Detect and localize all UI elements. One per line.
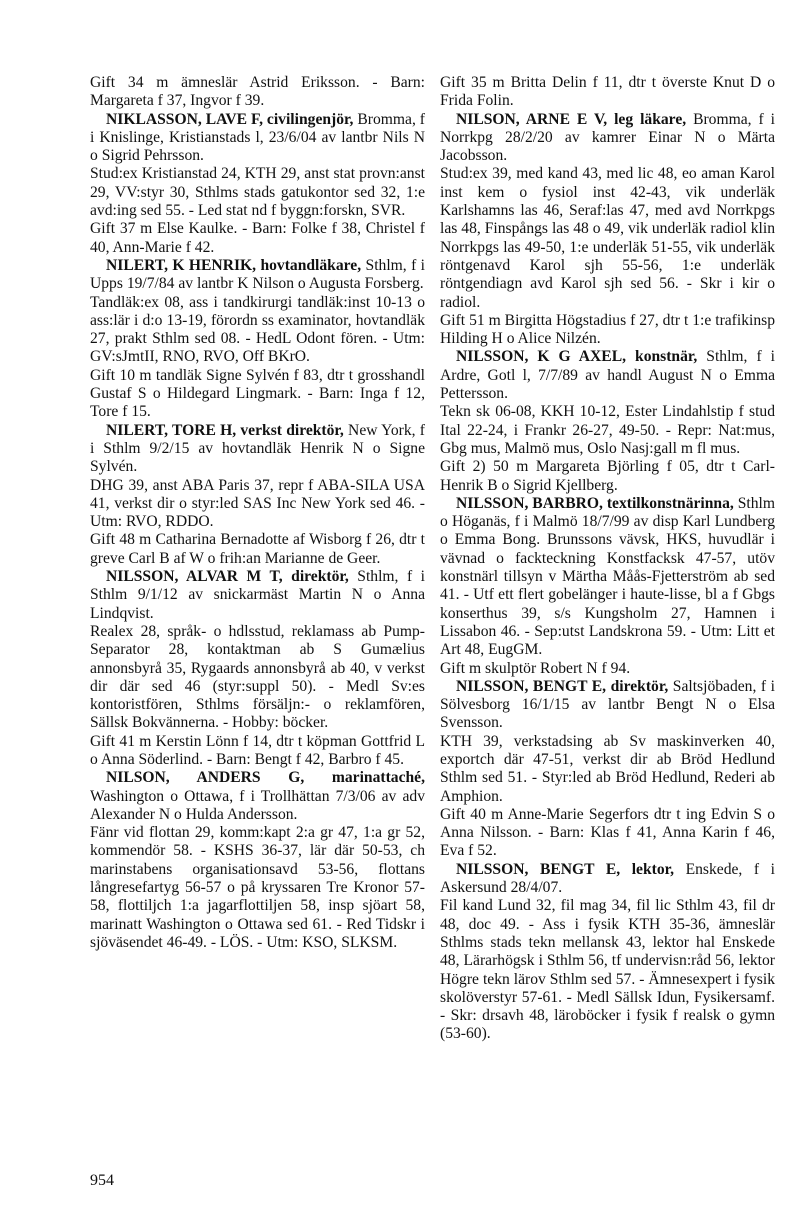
- right-column: [440, 74, 775, 1044]
- entry-text: Saltsjöbaden, f i Sölvesborg 16/1/15 av lantbr Bengt N o Elsa Svensson.: [440, 677, 775, 732]
- entry-name: NIKLASSON, LAVE F, civilingenjör,: [106, 110, 354, 128]
- page-number: 954: [90, 1172, 114, 1189]
- entry-name: NILERT, K HENRIK, hovtandläkare,: [106, 256, 362, 274]
- entry-paragraph: Gift 2) 50 m Margareta Björling f 05, dtr t Carl-Henrik B o Sigrid Kjellberg.: [440, 458, 775, 494]
- entry-paragraph: Stud:ex 39, med kand 43, med lic 48, eo aman Karol inst kem o fysiol inst 42-43, vik underläk Karlshamns las 46, Seraf:las 47, med avd Norrkpgs las 48, Finspångs las 48 o 49, vik underläk radiol klin Norrkpgs las 49-50, 1:e underläk 51-55, vik underläk röntgenavd Karol sjh 55-56, 1:e underläk röntgendiagn avd Karol sjh sed 56. - Skr i kir o radiol.: [440, 165, 775, 311]
- entry-paragraph: Gift 34 m ämneslär Astrid Eriksson. - Barn: Margareta f 37, Ingvor f 39.: [90, 74, 425, 110]
- entry-text: Sthlm, f i Sthlm 9/1/12 av snickarmäst Martin N o Anna Lindqvist.: [90, 568, 425, 622]
- biography-entry: [440, 348, 775, 403]
- entry-paragraph: Fänr vid flottan 29, komm:kapt 2:a gr 47, 1:a gr 52, kommendör 58. - KSHS 36-37, lär där 50-53, ch marinstabens organisationsavd 53-56, flottans långresefartyg 56-57 o på kryssaren Tre Kronor 57-58, flottiljch 1:a jagarflottiljen 58, insp sjöart 58, marinatt Washington o Ottawa sed 61. - Red Tidskr i sjöväsendet 46-49. - LÖS. - Utm: KSO, SLKSM.: [90, 824, 425, 951]
- biography-entry: [90, 257, 425, 294]
- entry-paragraph: Realex 28, språk- o hdlsstud, reklamass ab Pump-Separator 28, kontaktman ab S Gumælius annonsbyrå 35, Rygaards annonsbyrå ab 40, v verkst dir där sed 46 (styr:suppl 50). - Medl Sv:es kontoristfören, Sthlms försäljn:- o reklamfören, Sällsk Bokvännerna. - Hobby: böcker.: [90, 622, 425, 732]
- entry-name: NILSSON, BENGT E, lektor,: [456, 860, 675, 878]
- biography-entry: [440, 861, 775, 898]
- biography-entry: [90, 422, 425, 477]
- entry-text: Bromma, f i Norrkpg 28/2/20 av kamrer Einar N o Märta Jacobsson.: [440, 110, 775, 165]
- biography-entry: [440, 111, 775, 166]
- entry-name: NILSSON, K G AXEL, konstnär,: [456, 348, 698, 366]
- entry-paragraph: DHG 39, anst ABA Paris 37, repr f ABA-SILA USA 41, verkst dir o styr:led SAS Inc New York sed 46. - Utm: RVO, RDDO.: [90, 476, 425, 531]
- entry-text: New York, f i Sthlm 9/2/15 av hovtandläk Henrik N o Signe Sylvén.: [90, 421, 425, 476]
- entry-paragraph: Gift 37 m Else Kaulke. - Barn: Folke f 38, Christel f 40, Ann-Marie f 42.: [90, 220, 425, 256]
- entry-name: NILERT, TORE H, verkst direktör,: [106, 421, 344, 439]
- entry-name: NILSSON, ALVAR M T, direktör,: [106, 568, 349, 586]
- biography-entry: [440, 495, 775, 660]
- entry-paragraph: KTH 39, verkstadsing ab Sv maskinverken 40, exportch där 47-51, verkst dir ab Bröd Hedlund Sthlm sed 51. - Styr:led ab Bröd Hedlund, Rederi ab Amphion.: [440, 732, 775, 805]
- entry-name: NILSSON, BARBRO, textilkonstnärinna,: [456, 494, 734, 512]
- entry-paragraph: Gift 35 m Britta Delin f 11, dtr t överste Knut D o Frida Folin.: [440, 74, 775, 110]
- entry-paragraph: Gift 51 m Birgitta Högstadius f 27, dtr t 1:e trafikinsp Hilding H o Alice Nilzén.: [440, 311, 775, 348]
- entry-paragraph: Gift 40 m Anne-Marie Segerfors dtr t ing Edvin S o Anna Nilsson. - Barn: Klas f 41, Anna Karin f 46, Eva f 52.: [440, 805, 775, 860]
- biography-entry: [90, 769, 425, 824]
- entry-name: NILSON, ANDERS G, marinattaché,: [106, 769, 425, 787]
- entry-paragraph: Tandläk:ex 08, ass i tandkirurgi tandläk:inst 10-13 o ass:lär i d:o 13-19, förordn ss examinator, hovtandläk 27, prakt Sthlm sed 08. - HedL Odont fören. - Utm: GV:sJmtII, RNO, RVO, Off BKrO.: [90, 293, 425, 366]
- entry-text: Sthlm o Höganäs, f i Malmö 18/7/99 av disp Karl Lundberg o Emma Bong. Brunssons vävsk, HKS, huvudlär i vävnad o fackteckning Konstfacksk 47-57, utöv konstnärl tillsyn v Märtha Måås-Fjetterström ab sed 41. - Utf ett flert gobelänger i haute-lisse, bl a f Gbgs konserthus 39, s/s Kungsholm 27, Hamnen i Lissabon 46. - Sep:utst Landskrona 59. - Utm: Litt et Art 48, EugGM.: [440, 494, 775, 659]
- entry-paragraph: Gift 48 m Catharina Bernadotte af Wisborg f 26, dtr t greve Carl B af W o frih:an Marianne de Geer.: [90, 531, 425, 567]
- entry-name: NILSSON, BENGT E, direktör,: [456, 677, 669, 695]
- entry-paragraph: Gift 41 m Kerstin Lönn f 14, dtr t köpman Gottfrid L o Anna Söderlind. - Barn: Bengt f 42, Barbro f 45.: [90, 732, 425, 768]
- biography-entry: [440, 678, 775, 733]
- entry-text: Sthlm, f i Ardre, Gotl l, 7/7/89 av handl August N o Emma Pettersson.: [440, 348, 775, 403]
- entry-paragraph: Fil kand Lund 32, fil mag 34, fil lic Sthlm 43, fil dr 48, doc 49. - Ass i fysik KTH 35-36, ämneslär Sthlms stads tekn mellansk 43, lektor hal Enskede 48, Lärarhögsk i Sthlm 56, tf undervisn:råd 56, lektor Högre tekn lärov Sthlm sed 57. - Ämnesexpert i fysik skolöverstyr 57-61. - Medl Sällsk Idun, Fysikersamf. - Skr: drsavh 48, läroböcker i fysik f realsk o gymn (53-60).: [440, 897, 775, 1043]
- biography-entry: [90, 568, 425, 623]
- entry-text: Washington o Ottawa, f i Trollhättan 7/3/06 av adv Alexander N o Hulda Andersson.: [90, 787, 425, 823]
- entry-paragraph: Tekn sk 06-08, KKH 10-12, Ester Lindahlstip f stud Ital 22-24, i Frankr 26-27, 49-50. - Repr: Nat:mus, Gbg mus, Malmö mus, Oslo Nasj:gall m fl mus.: [440, 403, 775, 457]
- entry-text: Enskede, f i Askersund 28/4/07.: [440, 860, 775, 897]
- left-column: [90, 74, 425, 952]
- entry-text: Bromma, f i Knislinge, Kristianstads l, 23/6/04 av lantbr Nils N o Sigrid Pehrsson.: [90, 110, 425, 165]
- entry-paragraph: Gift m skulptör Robert N f 94.: [440, 659, 631, 677]
- entry-name: NILSON, ARNE E V, leg läkare,: [456, 110, 687, 128]
- biography-entry: [90, 111, 425, 166]
- entry-paragraph: Gift 10 m tandläk Signe Sylvén f 83, dtr t grosshandl Gustaf S o Hildegard Lingmark. - Barn: Inga f 12, Tore f 15.: [90, 366, 425, 421]
- entry-text: Sthlm, f i Upps 19/7/84 av lantbr K Nilson o Augusta Forsberg.: [90, 256, 425, 293]
- entry-paragraph: Stud:ex Kristianstad 24, KTH 29, anst stat provn:anst 29, VV:styr 30, Sthlms stads gatukontor sed 32, 1:e avd:ing sed 55. - Led stat nd f byggn:forskn, SVR.: [90, 165, 425, 220]
